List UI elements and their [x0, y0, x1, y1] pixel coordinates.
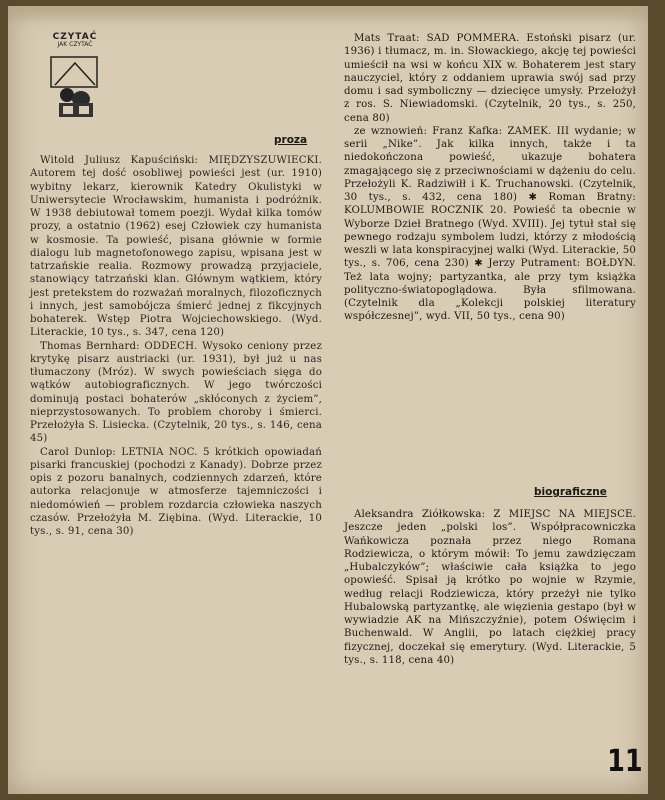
- column-logo: [44, 32, 106, 132]
- review-entry: Witold Juliusz Kapuściński: MIĘDZYSZUWIECKI. Autorem tej dość osobliwej powieści jest (ur. 1910) wybitny lekarz, kierownik Katedry Okulistyki w Uniwersytecie Wrocławskim, humanista i podróżnik. W 1938 debiutował tomem poezji. Wydał kilka tomów prozy, a ostatnio (1962) esej Człowiek czy humanista w kosmosie. Ta powieść, pisana głównie w formie dialogu lub magnetofonowego zapisu, wpisana jest w tatrzańskie realia. Rozmowy prowadzą przyjaciele, stanowiący tatrzański klan. Głównym wątkiem, który jest pretekstem do rozważań moralnych, filozoficznych i innych, jest samobójcza śmierć jednej z fikcyjnych bohaterek. Wstęp Piotra Wojciechowskiego. (Wyd. Literackie, 10 tys., s. 347, cena 120): [30, 155, 322, 339]
- review-entry: ze wznowień: Franz Kafka: ZAMEK. III wydanie; w serii „Nike”. Jak kilka innych, także i ta niedokończona powieść, ukazuje bohatera zmagającego się z przeciwnościami w dążeniu do celu. Przełożyli K. Radziwiłł i K. Truchanowski. (Czytelnik, 30 tys., s. 432, cena 180) ✱ Roman Bratny: KOLUMBOWIE ROCZNIK 20. Powieść ta obecnie w Wyborze Dzieł Bratnego (Wyd. XVIII). Jej tytuł stał się pewnego rodzaju symbolem ludzi, którzy z młodością weszli w lata konspiracyjnej walki (Wyd. Literackie, 50 tys., s. 706, cena 230) ✱ Jerzy Putrament: BOŁDYN. Też lata wojny; partyzantka, ale przy tym książka polityczno-światopoglądowa. Była sfilmowana. (Czytelnik dla „Kolekcji polskiej literatury współczesnej”, wyd. VII, 50 tys., cena 90): [344, 125, 636, 323]
- section-label-proza: proza: [274, 134, 308, 146]
- left-column: [30, 154, 322, 538]
- review-entry: Aleksandra Ziółkowska: Z MIEJSC NA MIEJSCE. Jeszcze jeden „polski los”. Współpracowniczka Wańkowicza poznała przez niego Romana Rodziewicza, o którym mówił: To jemu zawdzięczam „Hubalczyków”; właściwie cała książka to jego opowieść. Spisał ją krótko po wojnie w Rzymie, według relacji Rodziewicza, który przeżył nie tylko Hubalowską partyzantkę, ale więzienia gestapo (był w wywiadzie AK na Mińszczyźnie), potem Oświęcim i Buchenwald. W Anglii, po latach ciężkiej pracy fizycznej, doczekał się emerytury. (Wyd. Literackie, 5 tys., s. 118, cena 40): [344, 509, 636, 666]
- page-number: 11: [607, 744, 643, 779]
- right-column-top: [344, 32, 636, 324]
- review-entry: Carol Dunlop: LETNIA NOC. 5 krótkich opowiadań pisarki francuskiej (pochodzi z Kanady). Dobrze przez opis z pozoru banalnych, codziennych zdarzeń, które autorka relacjonuje w atmosferze tajemniczości i niedomówień — problem rozdarcia człowieka naszych czasów. Przełożyła M. Ziębina. (Wyd. Literackie, 10 tys., s. 91, cena 30): [30, 446, 322, 537]
- right-column-bottom: [344, 508, 636, 667]
- section-label-biograficzne: biograficzne: [534, 486, 607, 498]
- magazine-page: [8, 6, 648, 794]
- logo-title: CZYTAĆ: [52, 32, 98, 42]
- reader-illustration-icon: [45, 49, 105, 121]
- page-fold-shadow: [8, 6, 648, 24]
- review-entry: Mats Traat: SAD POMMERA. Estoński pisarz (ur. 1936) i tłumacz, m. in. Słowackiego, akcję tej powieści umieścił na wsi w końcu XIX w. Bohaterem jest stary nauczyciel, który z oddaniem uprawia swój sad przy domu i sad symboliczny — dziecięce umysły. Przełożył z ros. S. Niewiadomski. (Czytelnik, 20 tys., s. 250, cena 80): [344, 33, 636, 124]
- review-entry: Thomas Bernhard: ODDECH. Wysoko ceniony przez krytykę pisarz austriacki (ur. 1931), był już u nas tłumaczony (Mróz). W swych powieściach sięga do wątków autobiograficznych. W jego twórczości dominują postaci bohaterów „skłóconych z życiem”, nieprzystosowanych. To problem choroby i śmierci. Przełożyła S. Lisiecka. (Czytelnik, 20 tys., s. 146, cena 45): [30, 340, 322, 445]
- logo-subtitle: JAK CZYTAĆ: [57, 41, 93, 48]
